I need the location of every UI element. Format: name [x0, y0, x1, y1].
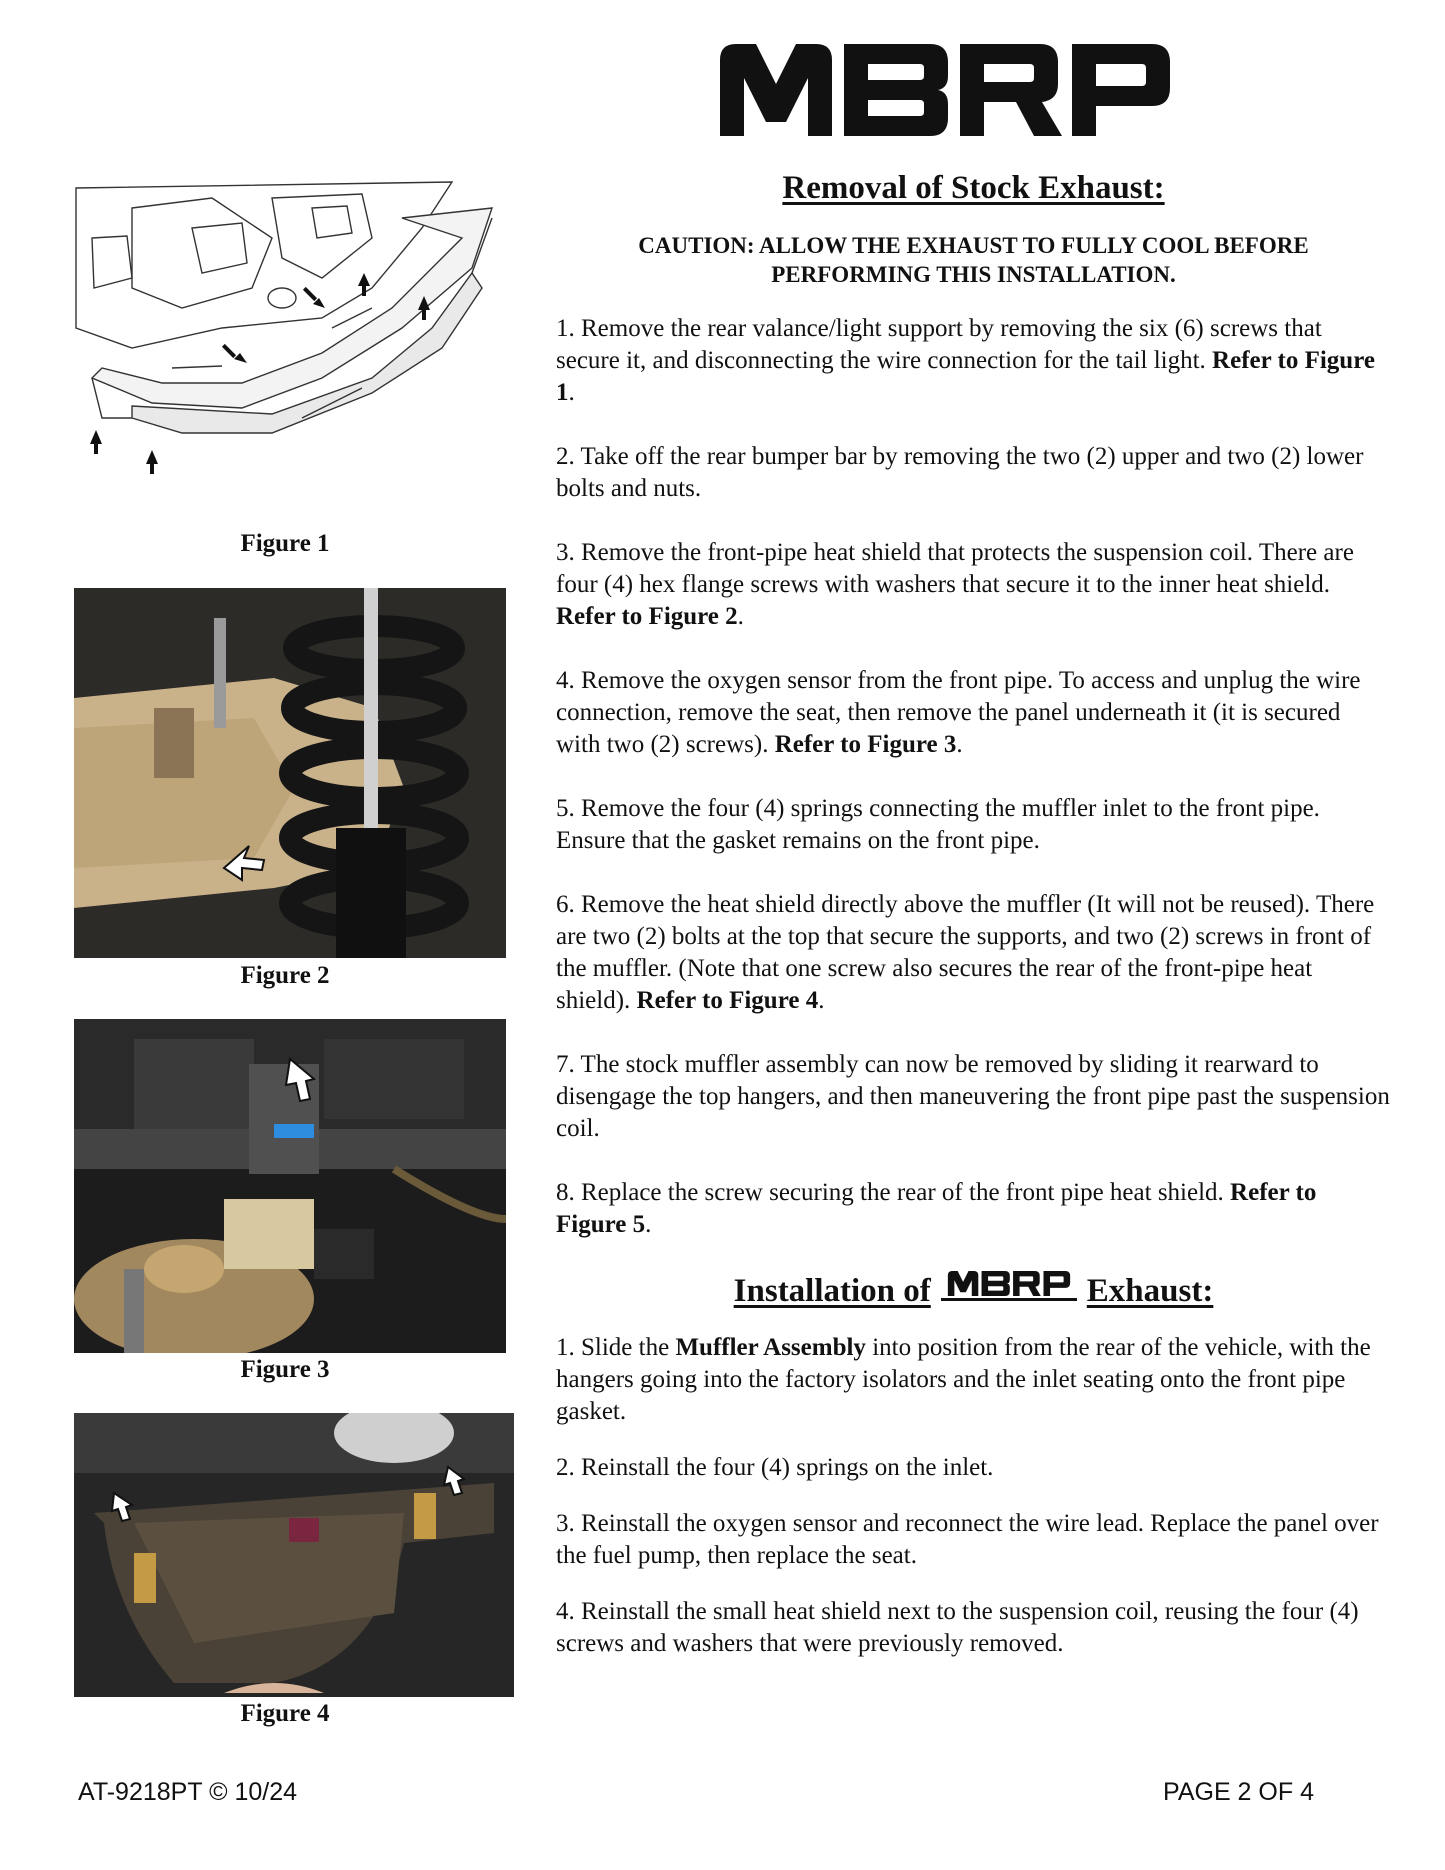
figure-4-caption: Figure 4	[240, 1700, 330, 1727]
install-step-4: 4. Reinstall the small heat shield next to the suspension coil, reusing the four (4) screws and washers that were previously removed.	[556, 1598, 1359, 1657]
removal-step-6: 6. Remove the heat shield directly above the muffler (It will not be reused). There are two (2) bolts at the top that secure the supports, and two (2) screws in front of the muffler. (Note that one screw also secures the rear of the front-pipe heat shield). Refer to Figure 4.	[556, 891, 1375, 1014]
instructions-column	[556, 170, 1391, 1660]
install-step-2: 2. Reinstall the four (4) springs on the inlet.	[556, 1454, 994, 1481]
figure-4-photo	[74, 1413, 514, 1697]
removal-step-8: 8. Replace the screw securing the rear of the front pipe heat shield. Refer to Figure 5.	[556, 1179, 1317, 1238]
figure-3-photo	[74, 1019, 506, 1353]
install-step-1: 1. Slide the Muffler Assembly into position from the rear of the vehicle, with the hangers going into the factory isolators and the inlet seating onto the front pipe gasket.	[556, 1334, 1371, 1425]
removal-step-3: 3. Remove the front-pipe heat shield that protects the suspension coil. There are four (4) hex flange screws with washers that secure it to the inner heat shield. Refer to Figure 2.	[556, 539, 1354, 630]
figure-2-caption: Figure 2	[240, 962, 330, 989]
mbrp-inline-logo	[941, 1271, 1077, 1301]
coil-spring-photo	[74, 588, 506, 958]
figure-3-caption: Figure 3	[240, 1356, 330, 1383]
installation-title-prefix: Installation of	[733, 1273, 931, 1309]
installation-steps	[556, 1332, 1391, 1660]
removal-step-5: 5. Remove the four (4) springs connecting the muffler inlet to the front pipe. Ensure that the gasket remains on the front pipe.	[556, 795, 1320, 854]
heat-shield-photo	[74, 1413, 514, 1697]
install-step-3: 3. Reinstall the oxygen sensor and reconnect the wire lead. Replace the panel over the fuel pump, then replace the seat.	[556, 1510, 1379, 1569]
figure-1-illustration	[72, 178, 502, 528]
figure-1-drawing	[72, 178, 502, 528]
caution-note: CAUTION: ALLOW THE EXHAUST TO FULLY COOL BEFORE PERFORMING THIS INSTALLATION.	[638, 233, 1309, 287]
removal-title: Removal of Stock Exhaust:	[782, 170, 1165, 206]
removal-step-1: 1. Remove the rear valance/light support by removing the six (6) screws that secure it, and disconnecting the wire connection for the tail light. Refer to Figure 1.	[556, 315, 1375, 406]
removal-step-2: 2. Take off the rear bumper bar by removing the two (2) upper and two (2) lower bolts and nuts.	[556, 443, 1364, 502]
removal-steps	[556, 313, 1391, 1241]
installation-title	[556, 1271, 1391, 1310]
removal-step-7: 7. The stock muffler assembly can now be removed by sliding it rearward to disengage the top hangers, and then maneuvering the front pipe past the suspension coil.	[556, 1051, 1390, 1142]
fuel-pump-photo	[74, 1019, 506, 1353]
mbrp-logo	[720, 44, 1170, 136]
removal-step-4: 4. Remove the oxygen sensor from the front pipe. To access and unplug the wire connection, remove the seat, then remove the panel underneath it (it is secured with two (2) screws). Refer to Figure 3.	[556, 667, 1361, 758]
page-number: PAGE 2 OF 4	[1163, 1778, 1314, 1806]
figure-2-photo	[74, 588, 506, 958]
document-code: AT-9218PT © 10/24	[78, 1778, 298, 1806]
installation-title-suffix: Exhaust:	[1086, 1273, 1214, 1309]
figure-1-caption: Figure 1	[240, 530, 330, 557]
